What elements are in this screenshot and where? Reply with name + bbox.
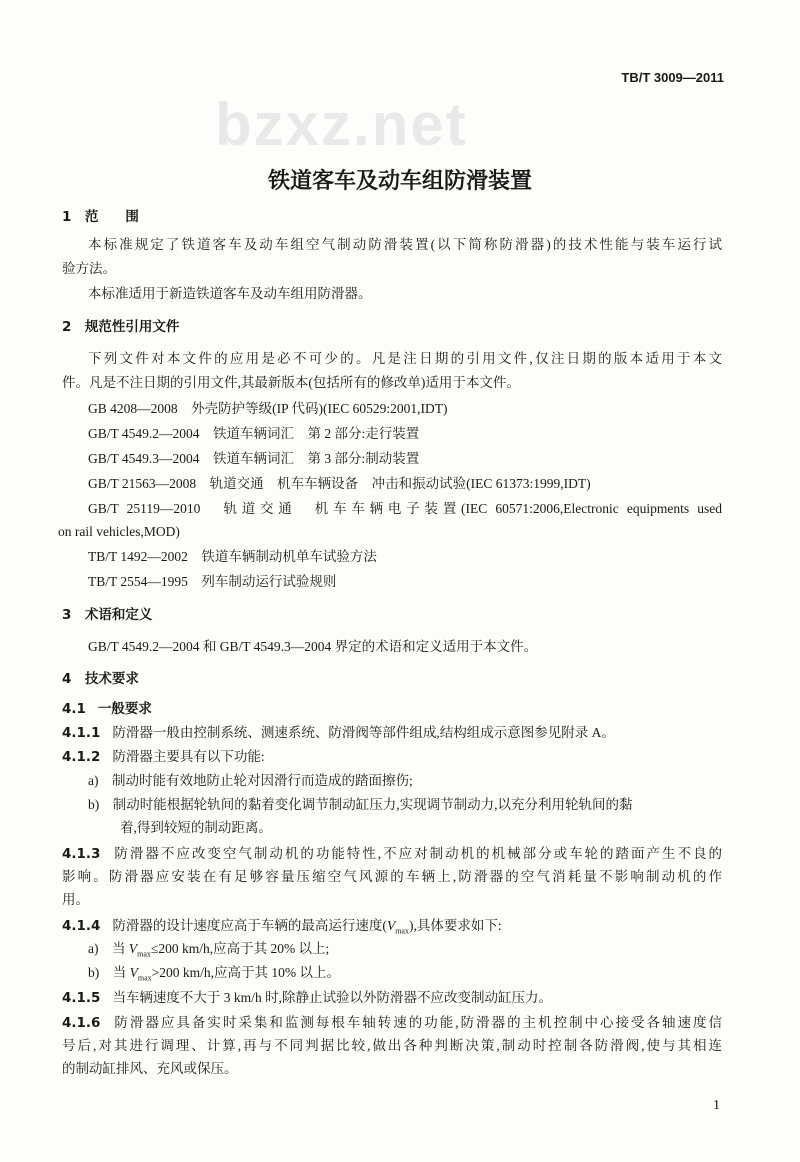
vmax-subscript: max [137,949,151,959]
paragraph-line: 下列文件对本文件的应用是必不可少的。凡是注日期的引用文件,仅注日期的版本适用于本文 [88,351,722,366]
section-4-heading [62,670,139,688]
clause-number: 4.1.3 [62,846,101,862]
reference-item: GB/T 4549.3—2004 铁道车辆词汇 第 3 部分:制动装置 [88,451,420,466]
paragraph-line: 号后,对其进行调理、计算,再与不同判据比较,做出各种判断决策,制动时控制各防滑阀,使与其相连 [62,1038,722,1053]
clause-4-1-5 [62,989,552,1007]
vmax-subscript: max [395,926,409,936]
clause-4-1-4 [62,917,502,941]
page-title: 铁道客车及动车组防滑装置 [267,169,532,194]
clause-4-1-1 [62,724,615,742]
section-number: 1 [62,209,72,225]
clause-number: 4.1.4 [62,918,101,934]
vmax-symbol: V [129,965,138,980]
paragraph-line: 本标准适用于新造铁道客车及动车组用防滑器。 [88,286,372,301]
section-title: 技术要求 [84,671,139,687]
clause-text: 防滑器主要具有以下功能: [112,749,265,764]
list-label: b) [88,965,100,980]
list-label: b) [88,797,100,812]
paragraph-line: 件。凡是不注日期的引用文件,其最新版本(包括所有的修改单)适用于本文件。 [62,375,520,390]
section-3-heading [62,606,152,624]
section-1-heading [62,208,139,226]
reference-item: TB/T 1492—2002 铁道车辆制动机单车试验方法 [88,549,377,564]
clause-text: 防滑器的设计速度应高于车辆的最高运行速度( [112,918,387,933]
list-text: 制动时能有效地防止轮对因滑行而造成的踏面擦伤; [112,773,413,788]
section-title: 规范性引用文件 [84,319,180,335]
list-item-b [88,964,340,988]
paragraph-line: 本标准规定了铁道客车及动车组空气制动防滑装置(以下简称防滑器)的技术性能与装车运行试 [88,237,722,252]
clause-number: 4.1 [62,701,86,717]
clause-number: 4.1.1 [62,725,101,741]
list-text: >200 km/h,应高于其 10% 以上。 [151,965,341,980]
list-text: 当 [112,965,130,980]
reference-item: GB/T 25119—2010 轨道交通 机车车辆电子装置(IEC 60571:2006,Electronic equipments used [88,501,722,516]
reference-item: GB/T 21563—2008 轨道交通 机车车辆设备 冲击和振动试验(IEC 61373:1999,IDT) [88,476,591,491]
reference-item: on rail vehicles,MOD) [58,524,180,539]
list-item-a [88,940,329,964]
paragraph-line: 验方法。 [62,261,116,276]
clause-text: 防滑器应具备实时采集和监测每根车轴转速的功能,防滑器的主机控制中心接受各轴速度信 [112,1015,722,1030]
list-text: 制动时能根据轮轨间的黏着变化调节制动缸压力,实现调节制动力,以充分利用轮轨间的黏 [112,797,633,812]
watermark: bzxz.net [215,91,468,158]
list-label: a) [88,773,99,788]
section-number: 4 [62,671,72,687]
section-title: 术语和定义 [84,607,153,623]
clause-text: 防滑器一般由控制系统、测速系统、防滑阀等部件组成,结构组成示意图参见附录 A。 [112,725,615,740]
clause-4-1-2 [62,748,265,766]
subsection-title: 一般要求 [97,701,152,717]
vmax-symbol: V [386,918,396,933]
vmax-symbol: V [128,941,138,956]
page-number: 1 [713,1098,720,1113]
section-number: 3 [62,607,72,623]
clause-number: 4.1.2 [62,749,101,765]
reference-item: GB/T 4549.2—2004 铁道车辆词汇 第 2 部分:走行装置 [88,426,420,441]
list-label: a) [88,941,99,956]
paragraph-line: 影响。防滑器应安装在有足够容量压缩空气风源的车辆上,防滑器的空气消耗量不影响制动机的作 [62,869,722,884]
clause-number: 4.1.5 [62,990,101,1006]
list-text: 当 [112,941,129,956]
section-title: 范 围 [84,209,139,225]
list-text: ≤200 km/h,应高于其 20% 以上; [150,941,330,956]
clause-4-1-6 [62,1014,722,1032]
clause-text: 当车辆速度不大于 3 km/h 时,除静止试验以外防滑器不应改变制动缸压力。 [112,990,552,1005]
reference-item: GB 4208—2008 外壳防护等级(IP 代码)(IEC 60529:2001,IDT) [88,401,448,416]
clause-text: 防滑器不应改变空气制动机的功能特性,不应对制动机的机械部分或车轮的踏面产生不良的 [112,846,722,861]
paragraph-line: GB/T 4549.2—2004 和 GB/T 4549.3—2004 界定的术语和定义适用于本文件。 [88,639,538,654]
clause-number: 4.1.6 [62,1015,101,1031]
vmax-subscript: max [137,973,152,983]
paragraph-line: 用。 [62,892,89,907]
clause-text: ),具体要求如下: [408,918,502,933]
list-item-b [88,796,633,814]
standard-number: TB/T 3009—2011 [621,70,724,85]
list-item-a [88,772,413,790]
list-text-continued: 着,得到较短的制动距离。 [120,820,272,835]
clause-4-1-3 [62,845,722,863]
paragraph-line: 的制动缸排风、充风或保压。 [62,1061,238,1076]
reference-item: TB/T 2554—1995 列车制动运行试验规则 [88,574,337,589]
section-number: 2 [62,319,72,335]
subsection-4-1-heading [62,700,152,718]
section-2-heading [62,318,179,336]
